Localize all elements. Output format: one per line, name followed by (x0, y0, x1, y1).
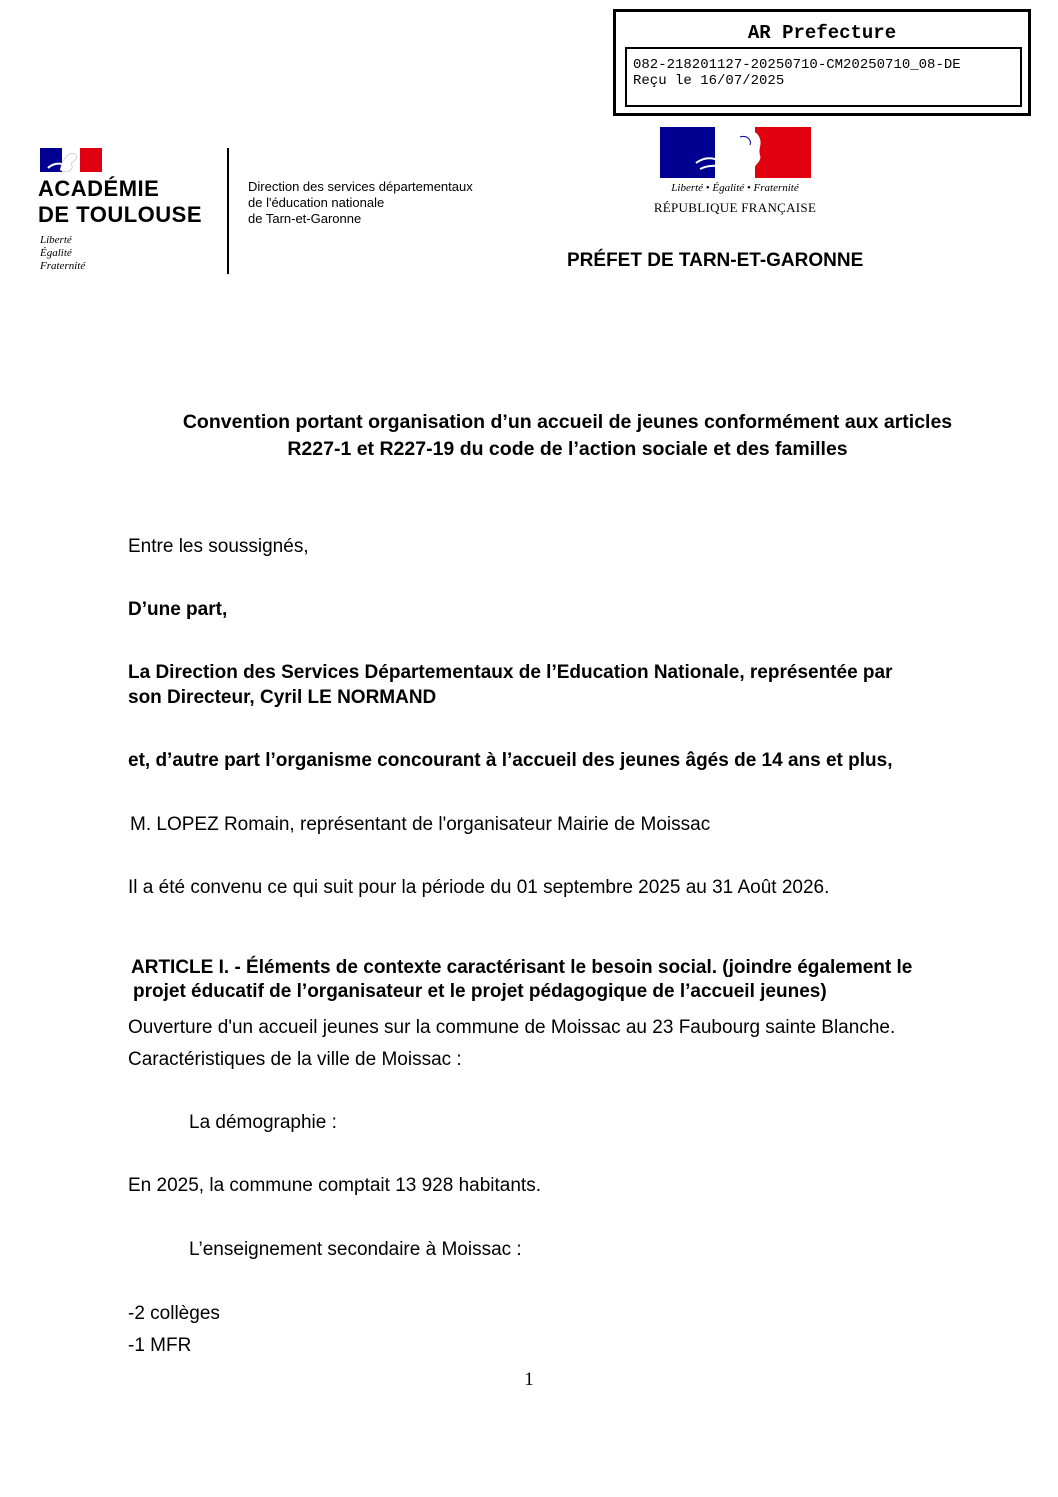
rf-devise: Liberté • Égalité • Fraternité (671, 182, 799, 194)
une-part: D’une part, (128, 599, 228, 620)
stamp-details (625, 47, 1022, 107)
direction-paragraph (128, 660, 893, 710)
entre-soussignes: Entre les soussignés, (128, 536, 309, 557)
autre-part: et, d’autre part l’organisme concourant à l’accueil des jeunes âgés de 14 ans et plus, (128, 750, 893, 771)
academie-name-line2: DE TOULOUSE (38, 202, 203, 227)
direction-line1: La Direction des Services Départementaux de l’Education Nationale, représentée par (128, 662, 893, 683)
republique-francaise-label: RÉPUBLIQUE FRANÇAISE (653, 200, 817, 215)
ouverture: Ouverture d'un accueil jeunes sur la commune de Moissac au 23 Faubourg sainte Blanche. (128, 1017, 896, 1038)
stamp-title: AR Prefecture (747, 22, 897, 44)
dsden-line3: de Tarn-et-Garonne (248, 211, 362, 226)
dsden-line1: Direction des services départementaux (248, 179, 473, 194)
academie-name (38, 176, 202, 228)
stamp-reference: 082-218201127-20250710-CM20250710_08-DE (633, 57, 961, 73)
stamp-received-date: Reçu le 16/07/2025 (633, 73, 785, 89)
mfr-item: -1 MFR (128, 1335, 192, 1356)
logo-separator (227, 148, 229, 274)
article-1-line2: projet éducatif de l’organisateur et le projet pédagogique de l’accueil jeunes) (133, 981, 827, 1002)
direction-line2: son Directeur, Cyril LE NORMAND (128, 687, 437, 708)
academie-flag-logo (40, 148, 102, 172)
motto-egalite: Égalité (40, 247, 72, 259)
enseignement-heading: L’enseignement secondaire à Moissac : (189, 1239, 522, 1260)
demographie-heading: La démographie : (189, 1112, 337, 1133)
article-1-line1: ARTICLE I. - Éléments de contexte caractérisant le besoin social. (joindre également le (131, 957, 913, 978)
caracteristiques: Caractéristiques de la ville de Moissac : (128, 1049, 462, 1070)
habitants: En 2025, la commune comptait 13 928 habitants. (128, 1175, 541, 1196)
marianne-emblem-logo (660, 127, 811, 178)
page-number: 1 (524, 1369, 534, 1390)
representant: M. LOPEZ Romain, représentant de l'organisateur Mairie de Moissac (130, 814, 711, 835)
dsden-label (248, 179, 473, 227)
document-title-line1: Convention portant organisation d’un accueil de jeunes conformément aux articles (182, 411, 953, 433)
academie-motto (40, 234, 85, 273)
motto-fraternite: Fraternité (40, 260, 86, 272)
document-title (100, 409, 1035, 463)
periode: Il a été convenu ce qui suit pour la période du 01 septembre 2025 au 31 Août 2026. (128, 877, 830, 898)
article-1-heading (131, 956, 912, 1004)
academie-name-line1: ACADÉMIE (38, 176, 160, 201)
dsden-line2: de l'éducation nationale (248, 195, 385, 210)
document-title-line2: R227-1 et R227-19 du code de l’action sociale et des familles (287, 438, 848, 460)
colleges-item: -2 collèges (128, 1303, 220, 1324)
prefet-heading: PRÉFET DE TARN-ET-GARONNE (567, 250, 864, 271)
ar-prefecture-stamp (613, 9, 1031, 116)
motto-liberte: Liberté (40, 234, 72, 246)
